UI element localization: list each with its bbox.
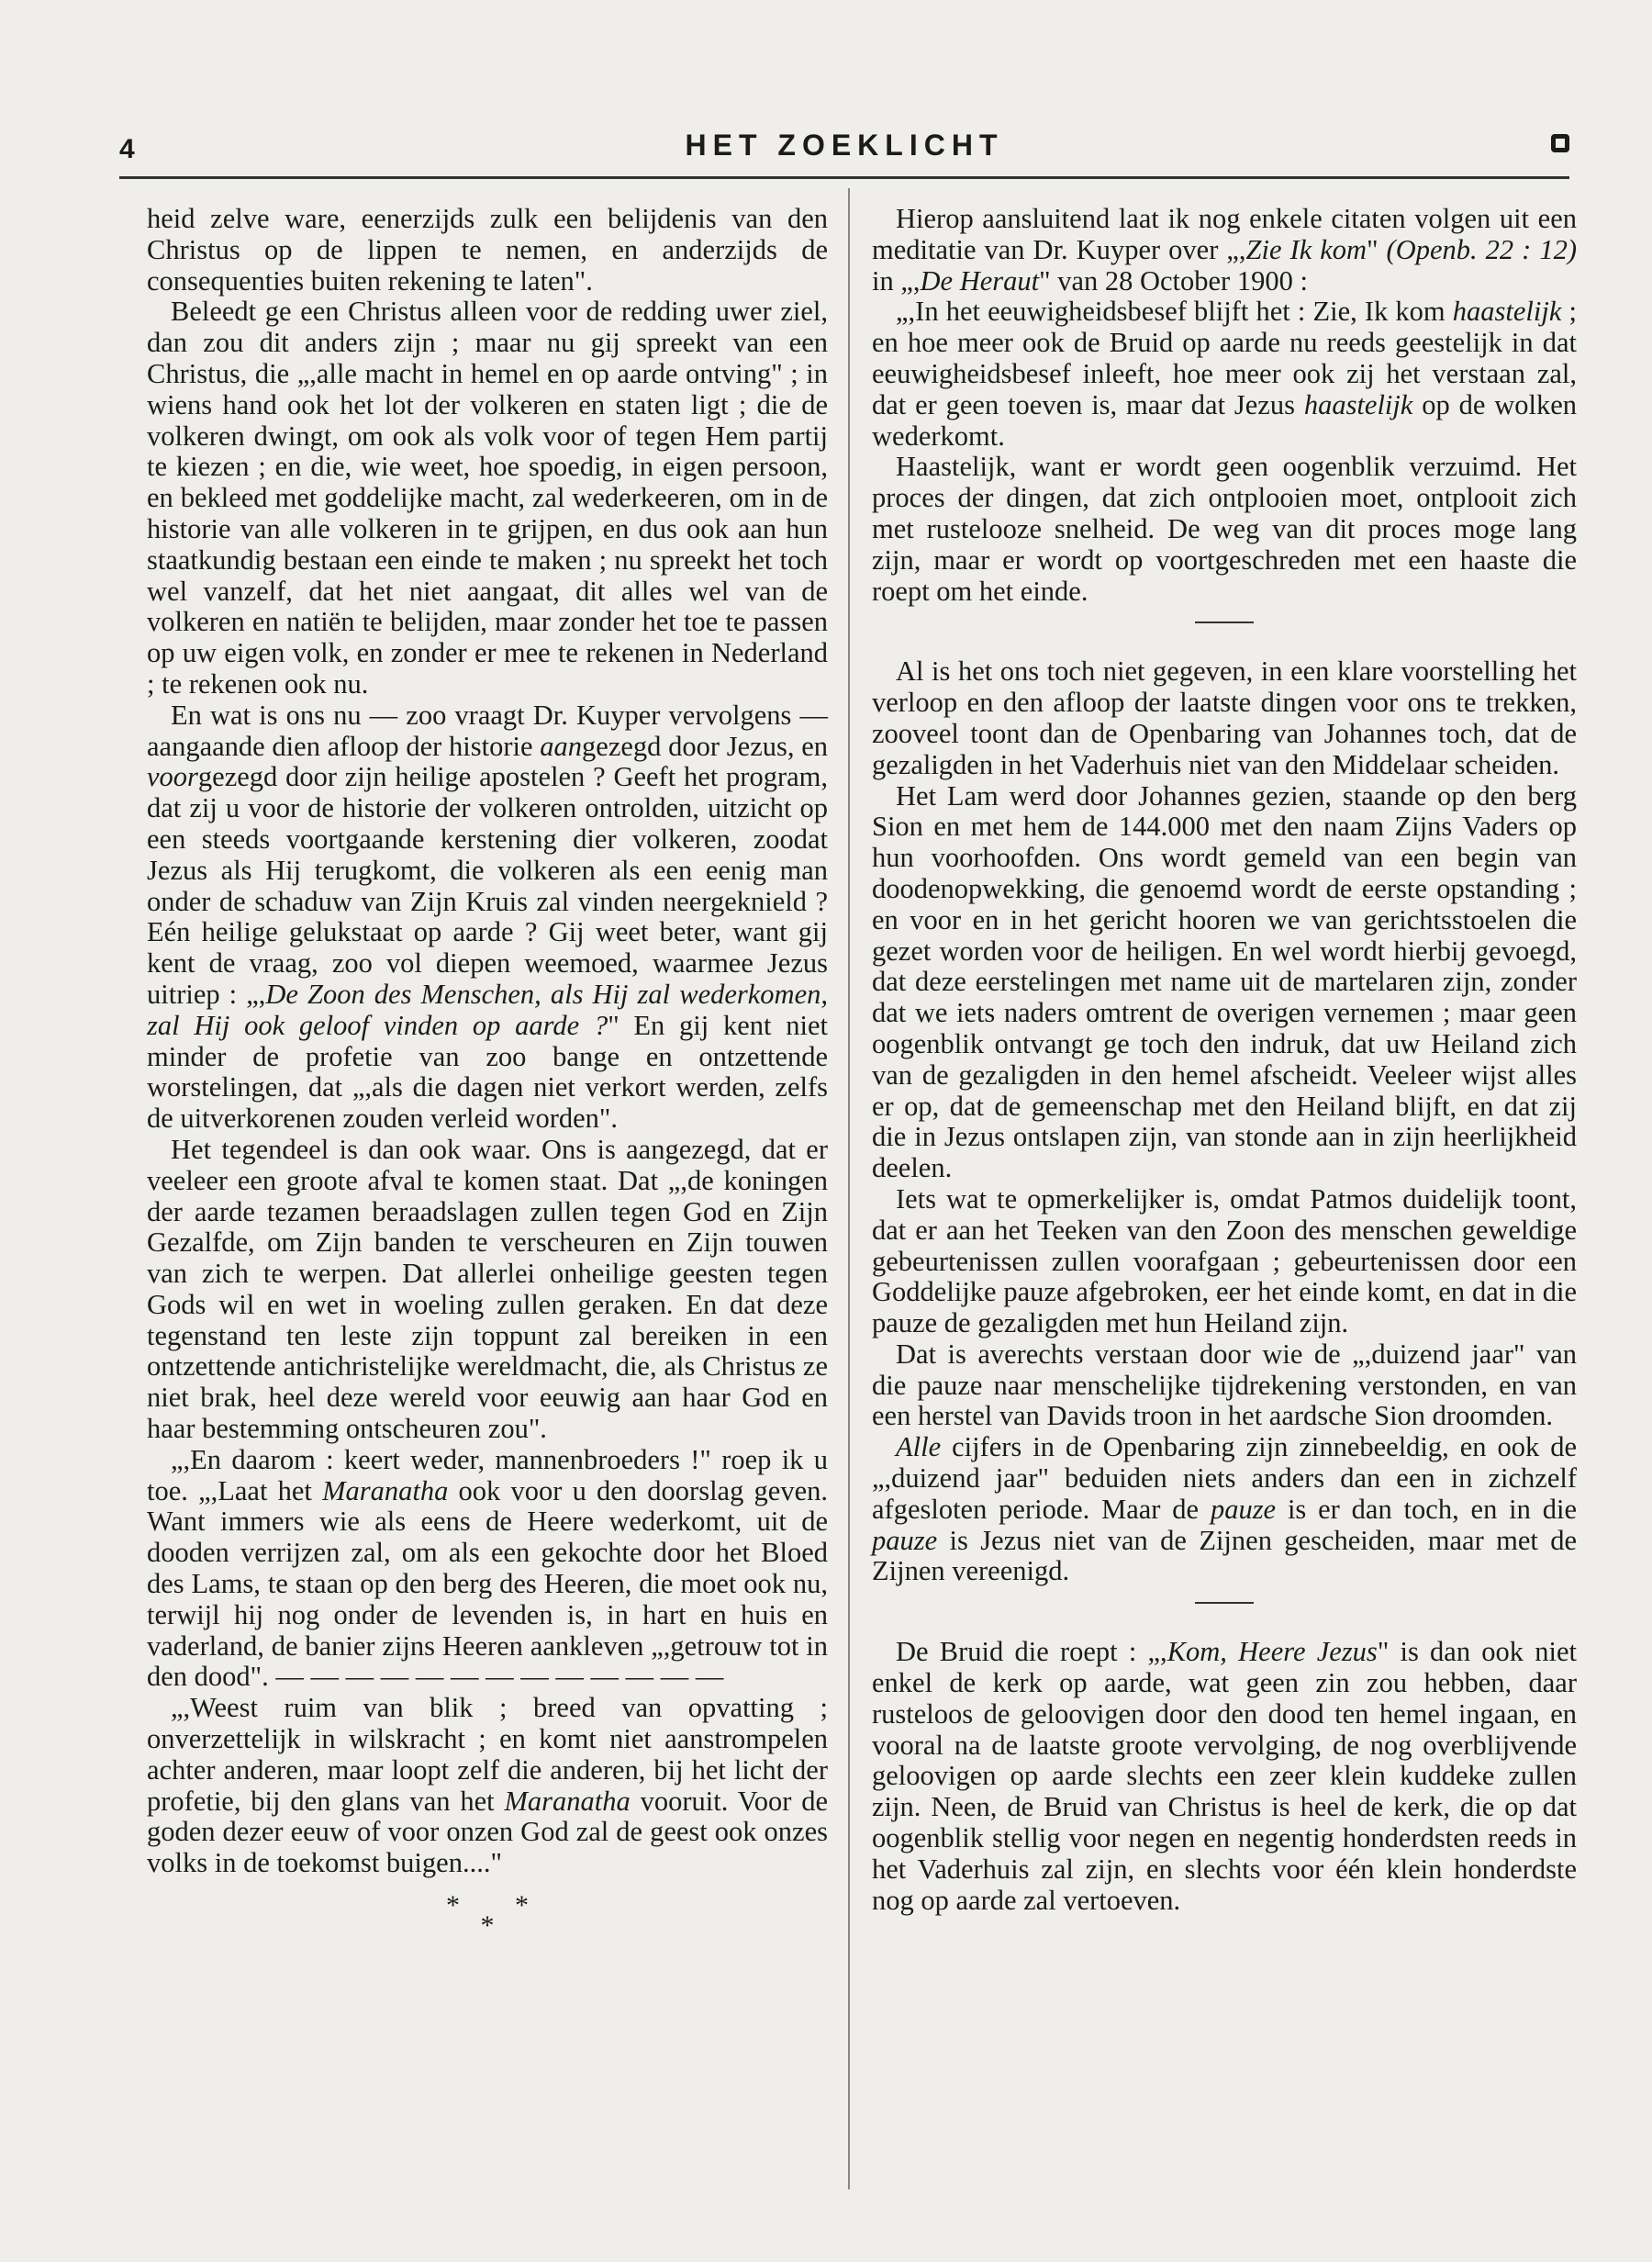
- paragraph: Iets wat te opmerkelijker is, omdat Patmos duidelijk toont, dat er aan het Teeken van den Zoon des menschen geweldige gebeurtenissen zullen voorafgaan ; gebeurtenissen door een Goddelijke pauze afgebroken, eer het einde komt, en dat in die pauze de gezaligden met hun Heiland zijn.: [872, 1182, 1577, 1339]
- paragraph: Het tegendeel is dan ook waar. Ons is aangezegd, dat er veeleer een groote afval te komen staat. Dat „,de koningen der aarde tezamen beraadslagen zullen tegen God en Zijn Gezalfde, om Zijn banden te verscheuren en Zijn touwen van zich te werpen. Dat allerlei onheilige geesten tegen Gods wil en wet in woeling zullen geraken. En dat deze tegenstand ten leste zijn toppunt zal bereiken in een ontzettende antichristelijke wereldmacht, die, als Christus ze niet brak, heel deze wereld voor eeuwig aan haar God en haar bestemming ontscheuren zou".: [147, 1133, 828, 1445]
- paragraph: Al is het ons toch niet gegeven, in een klare voorstelling het verloop en den afloop der laatste dingen voor ons te trekken, zooveel toont dan de Openbaring van Johannes toch, dat de gezaligden in het Vaderhuis niet van den Middelaar scheiden.: [872, 655, 1577, 780]
- paragraph: De Bruid die roept : „,Kom, Heere Jezus" is dan ook niet enkel de kerk op aarde, wat geen zin zou hebben, daar rusteloos de geloovigen door den dood ten hemel ingaan, en vooral na de laatste groote vervolging, de nog overblijvende geloovigen op aarde slechts een zeer klein kuddeke zullen zijn. Neen, de Bruid van Christus is heel de kerk, die op dat oogenblik stellig voor negen en negentig honderdsten reeds in het Vaderhuis zal zijn, en slechts voor één klein honderdste nog op aarde zal vertoeven.: [872, 1636, 1577, 1916]
- page-number: 4: [119, 134, 135, 164]
- column-divider: [848, 188, 850, 2189]
- left-column: [147, 203, 829, 1942]
- paragraph: Het Lam werd door Johannes gezien, staande op den berg Sion en met hem de 144.000 met den naam Zijns Vaders op hun voorhoofden. Ons wordt gemeld van een begin van doodenopwekking, die genoemd wordt de eerste opstanding ; en voor en in het gericht hooren we van gerichtsstoelen die gezet worden voor de heiligen. En wel wordt hierbij gevoegd, dat deze eerstelingen met name uit de martelaren zijn, zonder dat we iets naders omtrent de overigen vernemen ; maar geen oogenblik ontvangt ge toch den indruk, dat uw Heiland zich van de gezaligden in den hemel afscheidt. Veeleer wijst alles er op, dat de gemeenschap met den Heiland blijft, en dat zij die in Jezus ontslapen zijn, van stonde aan in zijn heerlijkheid deelen.: [872, 779, 1577, 1184]
- paragraph: Beleedt ge een Christus alleen voor de redding uwer ziel, dan zou dit anders zijn ; maar nu gij spreekt van een Christus, die „,alle macht in hemel en op aarde ontving" ; in wiens hand ook het lot der volkeren en staten ligt ; die de volkeren dwingt, om ook als volk voor of tegen Hem partij te kiezen ; en die, wie weet, hoe spoedig, in eigen persoon, en bekleed met goddelijke macht, zal wederkeeren, om in de historie van alle volkeren in te grijpen, en dus ook aan hun staatkundig bestaan een einde te maken ; nu spreekt het toch wel vanzelf, dat het niet aangaat, dit alles wel van de volkeren en natiën te belijden, maar zonder het toe te passen op uw eigen volk, en zonder er mee te rekenen in Nederland ; te rekenen ook nu.: [147, 296, 828, 700]
- header-rule: [119, 176, 1569, 179]
- paragraph: „,En daarom : keert weder, mannenbroeders !" roep ik u toe. „,Laat het Maranatha ook voor u den doorslag geven. Want immers wie als eens de Heere wederkomt, uit de dooden verrijzen zal, om als een gekochte door het Bloed des Lams, te staan op den berg des Heeren, die moet ook nu, terwijl hij nog onder de levenden is, in hart en huis en vaderland, de banier zijns Heeren aankleven „,getrouw tot in den dood". — — — — — — — — — — — — —: [147, 1443, 828, 1693]
- running-title: HET ZOEKLICHT: [685, 129, 1004, 162]
- paragraph: En wat is ons nu — zoo vraagt Dr. Kuyper vervolgens — aangaande dien afloop der historie aangezegd door Jezus, en voorgezegd door zijn heilige apostelen ? Geeft het program, dat zij u voor de historie der volkeren ontrolden, uitzicht op een steeds voortgaande kerstening dier volkeren, zoodat Jezus als Hij terugkomt, die volkeren als een eenig man onder de schaduw van Zijn Kruis zal vinden neergeknield ? Eén heilige gelukstaat op aarde ? Gij weet beter, want gij kent de vraag, zoo vol diepen weemoed, waarmee Jezus uitriep : „,De Zoon des Menschen, als Hij zal wederkomen, zal Hij ook geloof vinden op aarde ?" En gij kent niet minder de profetie van zoo bange en ontzettende worstelingen, dat „,als die dagen niet verkort werden, zelfs de uitverkorenen zouden verleid worden".: [147, 699, 829, 1135]
- paragraph: Alle cijfers in de Openbaring zijn zinnebeeldig, en ook de „,duizend jaar" beduiden niets anders dan een in zichzelf afgesloten periode. Maar de pauze is er dan toch, en in die pauze is Jezus niet van de Zijnen gescheiden, maar met de Zijnen vereenigd.: [872, 1431, 1577, 1587]
- paragraph: heid zelve ware, eenerzijds zulk een belijdenis van den Christus op de lippen te nemen, en anderzijds de consequenties buiten rekening te laten".: [147, 203, 828, 297]
- paragraph: Haastelijk, want er wordt geen oogenblik verzuimd. Het proces der dingen, dat zich ontplooien moet, ontplooit zich met rustelooze snelheid. De weg van dit proces moge lang zijn, maar er wordt op voortgeschreden met een haaste die roept om het einde.: [872, 451, 1577, 607]
- paragraph: Hierop aansluitend laat ik nog enkele citaten volgen uit een meditatie van Dr. Kuyper over „,Zie Ik kom" (Openb. 22 : 12) in „,De Heraut" van 28 October 1900 :: [872, 203, 1577, 297]
- paragraph: Dat is averechts verstaan door wie de „,duizend jaar" van die pauze naar menschelijke tijdrekening verstonden, en van een herstel van Davids troon in het aardsche Sion droomden.: [872, 1338, 1577, 1432]
- paragraph: „,In het eeuwigheidsbesef blijft het : Zie, Ik kom haastelijk ; en hoe meer ook de Bruid op aarde nu reeds geestelijk in dat eeuwigheidsbesef inleeft, hoe meer ook zij het verstaan zal, dat er geen toeven is, maar dat Jezus haastelijk op de wolken wederkomt.: [872, 296, 1578, 452]
- section-break-asterisks: * * *: [446, 1890, 529, 1942]
- paragraph: „,Weest ruim van blik ; breed van opvatting ; onverzettelijk in wilskracht ; en komt niet aanstrompelen achter anderen, maar loopt zelf die anderen, bij het licht der profetie, bij den glans van het Maranatha vooruit. Voor de goden dezer eeuw of voor onzen God zal de geest ook onzes volks in de toekomst buigen....": [147, 1692, 828, 1879]
- section-divider: [1195, 621, 1254, 623]
- right-column: [872, 204, 1577, 1916]
- section-divider: [1195, 1602, 1254, 1604]
- page-header: [119, 129, 1569, 174]
- square-ornament-icon: [1551, 134, 1569, 152]
